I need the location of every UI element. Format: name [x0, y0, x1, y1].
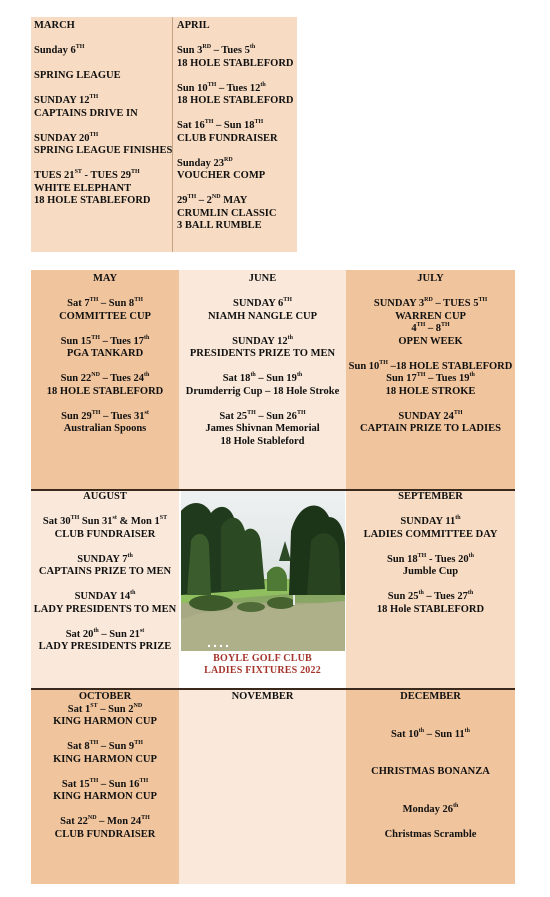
month-heading: DECEMBER	[400, 691, 461, 702]
fixture-line: 18 HOLE STROKE	[385, 385, 476, 397]
spacer	[31, 541, 179, 554]
row-divider	[31, 489, 515, 491]
fixture-line: CLUB FUNDRAISER	[177, 132, 278, 144]
fixture-line: Sat 15TH – Sun 16TH	[61, 777, 149, 790]
fixture-line: Sat 25TH – Sun 26TH	[219, 409, 306, 422]
fixture-line: OPEN WEEK	[398, 335, 463, 347]
fixture-line: Sunday 6TH	[34, 44, 85, 56]
spacer	[346, 779, 515, 792]
month-april	[177, 20, 297, 233]
spacer	[31, 616, 179, 629]
fixture-line: Sun 25th – Tues 27th	[387, 590, 474, 602]
spacer	[31, 766, 179, 779]
fixture-line: SUNDAY 12TH	[34, 94, 99, 106]
spacer	[177, 108, 297, 121]
fixture-line: CAPTAINS PRIZE TO MEN	[38, 566, 172, 577]
spacer	[34, 120, 174, 133]
fixture-line: SUNDAY 14th	[74, 590, 136, 602]
fixture-line: SPRING LEAGUE FINISHES	[34, 145, 173, 156]
fixture-line: Sat 30TH Sun 31st & Mon 1ST	[42, 515, 168, 527]
fixture-line: Sunday 23RD	[177, 156, 233, 169]
spacer	[346, 754, 515, 767]
fixture-line: 18 Hole STABLEFORD	[376, 603, 485, 615]
fixture-line: Sat 8TH – Sun 9TH	[67, 740, 143, 752]
fixture-line: Christmas Scramble	[384, 828, 477, 840]
spacer	[346, 741, 515, 754]
spacer	[31, 729, 179, 742]
spacer	[31, 323, 179, 336]
month-july	[346, 270, 515, 490]
fixture-line: 18 HOLE STABLEFORD	[34, 195, 151, 206]
fixture-line: Sat 22ND – Mon 24TH	[60, 815, 150, 827]
fixture-line: PRESIDENTS PRIZE TO MEN	[189, 348, 336, 359]
fixture-line: Sun 17TH – Tues 19th	[386, 372, 475, 384]
spacer	[346, 791, 515, 804]
fixture-line: WARREN CUP	[395, 310, 466, 322]
fixture-line: PGA TANKARD	[66, 348, 144, 359]
fixture-line: CRUMLIN CLASSIC	[177, 207, 277, 219]
fixture-line: SUNDAY 24TH	[398, 409, 463, 422]
month-heading: SEPTEMBER	[398, 491, 463, 502]
spacer	[177, 70, 297, 83]
spacer	[31, 804, 179, 817]
fixture-line: 18 Hole Stableford	[220, 435, 305, 447]
fixture-line: Sun 18TH - Tues 20th	[387, 552, 474, 565]
fixture-line: James Shivnan Memorial	[205, 423, 320, 434]
fixture-line: LADY PRESIDENTS PRIZE	[38, 641, 172, 652]
fixture-line: Sun 15TH – Tues 17th	[60, 334, 150, 347]
fixture-line: Sun 29TH – Tues 31st	[61, 409, 149, 422]
fixture-line: Sat 20th – Sun 21st	[65, 627, 145, 640]
fixture-line: COMMITTEE CUP	[59, 310, 151, 322]
spacer	[346, 348, 515, 361]
fixture-line: CLUB FUNDRAISER	[54, 528, 156, 540]
fixture-line: KING HARMON CUP	[53, 753, 157, 765]
fixture-line: Sun 3RD – Tues 5th	[177, 44, 256, 56]
fixture-line: LADIES COMMITTEE DAY	[363, 528, 498, 540]
fixture-line: CAPTAIN PRIZE TO LADIES	[360, 423, 501, 434]
spacer	[34, 83, 174, 96]
month-august	[31, 490, 179, 689]
fixture-line: 18 HOLE STABLEFORD	[177, 57, 294, 69]
spacer	[346, 716, 515, 729]
month-october	[31, 689, 179, 884]
spacer	[346, 816, 515, 829]
spacer	[177, 145, 297, 158]
month-heading: JUNE	[248, 273, 277, 284]
fixture-line: Monday 26th	[402, 802, 459, 815]
spacer	[31, 579, 179, 592]
fixture-list	[31, 516, 179, 654]
golf-course-photo	[181, 491, 345, 651]
month-heading: NOVEMBER	[231, 691, 294, 702]
fixture-line: NIAMH NANGLE CUP	[207, 310, 318, 322]
fixture-line: Sat 10th – Sun 11th	[391, 727, 470, 740]
fixture-list	[346, 516, 515, 616]
fixture-line: KING HARMON CUP	[53, 716, 157, 727]
spacer	[346, 541, 515, 554]
fixture-line: 3 BALL RUMBLE	[177, 220, 262, 231]
fixture-line: LADY PRESIDENTS TO MEN	[33, 603, 177, 615]
fixture-line: 18 HOLE STABLEFORD	[177, 95, 294, 106]
fixture-line: WHITE ELEPHANT	[34, 182, 132, 194]
fixture-line: VOUCHER COMP	[177, 170, 266, 181]
month-heading: JULY	[417, 273, 444, 284]
month-heading: APRIL	[177, 20, 210, 31]
spacer	[34, 58, 174, 71]
month-heading: MARCH	[34, 20, 75, 31]
month-november	[179, 689, 346, 884]
fixtures-title: LADIES FIXTURES 2022	[204, 665, 321, 676]
spacer	[34, 158, 174, 171]
spacer	[179, 361, 346, 374]
fixture-line: 18 HOLE STABLEFORD	[46, 385, 164, 397]
fixture-line: 4TH – 8TH	[411, 322, 450, 334]
fixture-line: SUNDAY 20TH	[34, 131, 99, 144]
fixture-line: CHRISTMAS BONANZA	[371, 766, 490, 777]
month-heading: AUGUST	[83, 491, 127, 502]
fixture-line: Sat 16TH – Sun 18TH	[177, 119, 264, 131]
fixture-line: SUNDAY 11th	[400, 515, 461, 527]
fixture-line: Drumderrig Cup – 18 Hole Stroke	[185, 385, 340, 397]
month-may	[31, 270, 179, 490]
month-september	[346, 490, 515, 689]
fixture-list	[346, 716, 515, 841]
month-march	[34, 20, 174, 208]
month-december	[346, 689, 515, 884]
spacer	[346, 579, 515, 592]
month-heading: MAY	[92, 273, 118, 284]
club-name: BOYLE GOLF CLUB	[213, 653, 312, 664]
fixture-line: SUNDAY 3RD – TUES 5TH	[373, 297, 488, 309]
fixture-line: 29TH – 2ND MAY	[177, 194, 248, 206]
top-panel	[31, 17, 297, 252]
fixture-line: Sun 10TH – Tues 12th	[177, 81, 266, 94]
fixture-line: Sun 22ND – Tues 24th	[60, 372, 150, 384]
fixture-list	[346, 298, 515, 436]
row-divider	[31, 688, 515, 690]
month-june	[179, 270, 346, 490]
fixture-line: SUNDAY 7th	[77, 552, 133, 565]
fixture-line: SUNDAY 12th	[232, 334, 293, 347]
fixture-list	[177, 45, 297, 233]
fixture-line: SPRING LEAGUE	[34, 70, 121, 81]
fixture-list	[34, 45, 174, 208]
center-panel	[179, 490, 346, 689]
spacer	[31, 361, 179, 374]
spacer	[179, 323, 346, 336]
fixture-line: Jumble Cup	[402, 566, 459, 577]
spacer	[346, 398, 515, 411]
fixture-line: Australian Spoons	[63, 423, 147, 434]
fixture-line: Sat 18th – Sun 19th	[222, 372, 303, 384]
spacer	[179, 398, 346, 411]
fixture-list	[179, 298, 346, 448]
fixture-line: KING HARMON CUP	[53, 791, 157, 802]
fixture-line: CAPTAINS DRIVE IN	[34, 107, 138, 119]
fixture-line: TUES 21ST - TUES 29TH	[34, 169, 140, 181]
fixture-list	[31, 704, 179, 842]
fixture-line: Sat 1ST – Sun 2ND	[67, 702, 143, 715]
spacer	[31, 398, 179, 411]
month-heading: OCTOBER	[78, 691, 132, 702]
fixture-list	[31, 298, 179, 436]
fixture-line: SUNDAY 6TH	[233, 297, 292, 309]
fixture-line: Sun 10TH –18 HOLE STABLEFORD	[348, 359, 513, 372]
fixture-line: CLUB FUNDRAISER	[54, 828, 156, 840]
fixture-line: Sat 7TH – Sun 8TH	[67, 297, 143, 309]
